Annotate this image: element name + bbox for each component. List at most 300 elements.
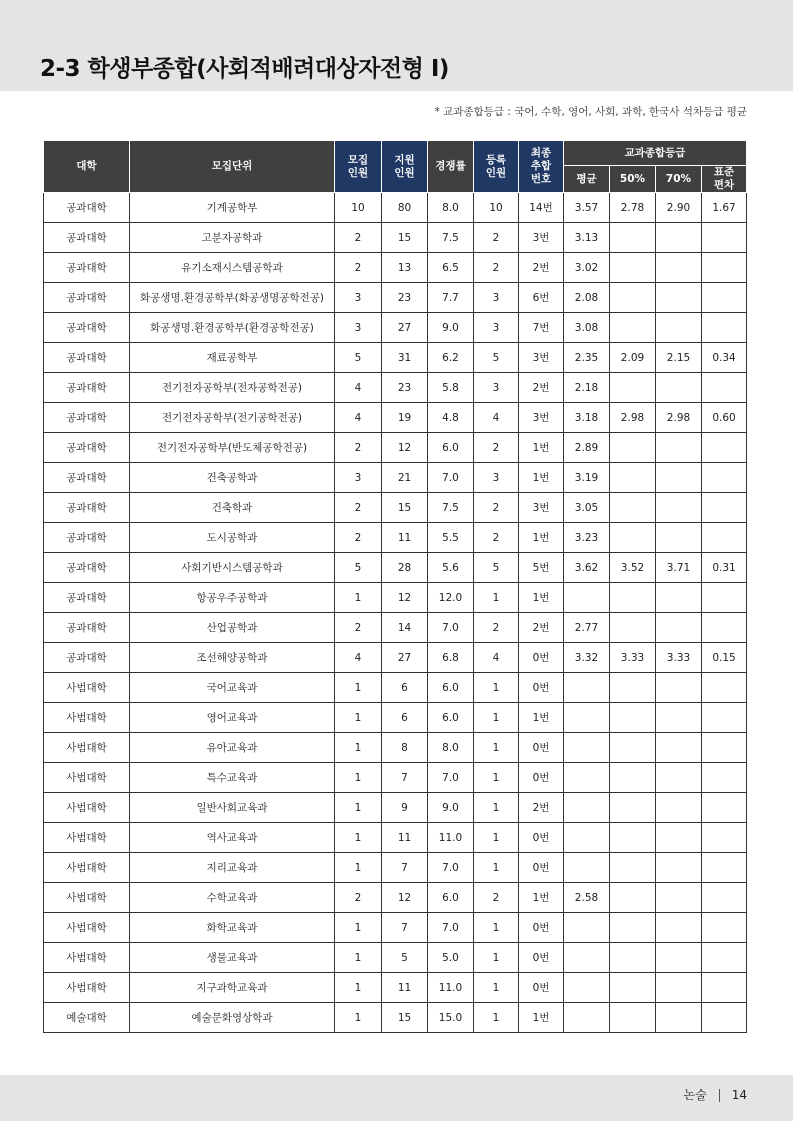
- cell-final-call: 0번: [519, 733, 564, 763]
- cell-quota: 1: [335, 1003, 382, 1033]
- cell-quota: 5: [335, 343, 382, 373]
- cell-quota: 3: [335, 313, 382, 343]
- cell-p70: [656, 313, 702, 343]
- cell-applicants: 15: [382, 493, 428, 523]
- cell-registered: 2: [474, 523, 519, 553]
- cell-std: [702, 973, 747, 1003]
- cell-final-call: 0번: [519, 823, 564, 853]
- cell-registered: 2: [474, 493, 519, 523]
- cell-ratio: 5.5: [428, 523, 474, 553]
- cell-p70: [656, 613, 702, 643]
- cell-quota: 4: [335, 403, 382, 433]
- cell-college: 공과대학: [44, 643, 130, 673]
- table-row: [44, 493, 747, 523]
- cell-applicants: 11: [382, 523, 428, 553]
- table-row: [44, 703, 747, 733]
- cell-p50: [610, 883, 656, 913]
- cell-p50: [610, 793, 656, 823]
- cell-std: [702, 1003, 747, 1033]
- cell-final-call: 1번: [519, 463, 564, 493]
- cell-p70: [656, 913, 702, 943]
- cell-applicants: 7: [382, 913, 428, 943]
- cell-ratio: 6.2: [428, 343, 474, 373]
- cell-p50: [610, 943, 656, 973]
- cell-unit: 건축학과: [130, 493, 335, 523]
- cell-applicants: 9: [382, 793, 428, 823]
- cell-p70: 2.98: [656, 403, 702, 433]
- cell-std: [702, 853, 747, 883]
- cell-unit: 전기전자공학부(전자공학전공): [130, 373, 335, 403]
- cell-p50: [610, 313, 656, 343]
- cell-p70: [656, 433, 702, 463]
- cell-college: 공과대학: [44, 283, 130, 313]
- table-row: [44, 253, 747, 283]
- cell-p70: [656, 373, 702, 403]
- cell-applicants: 80: [382, 193, 428, 223]
- cell-std: [702, 763, 747, 793]
- cell-applicants: 19: [382, 403, 428, 433]
- cell-college: 사범대학: [44, 943, 130, 973]
- cell-applicants: 13: [382, 253, 428, 283]
- cell-avg: [564, 583, 610, 613]
- cell-std: [702, 253, 747, 283]
- cell-ratio: 5.8: [428, 373, 474, 403]
- cell-avg: 3.05: [564, 493, 610, 523]
- cell-avg: [564, 913, 610, 943]
- cell-quota: 2: [335, 523, 382, 553]
- footer-divider: [719, 1089, 720, 1102]
- cell-applicants: 23: [382, 283, 428, 313]
- cell-unit: 재료공학부: [130, 343, 335, 373]
- cell-applicants: 5: [382, 943, 428, 973]
- cell-college: 사범대학: [44, 793, 130, 823]
- cell-applicants: 6: [382, 703, 428, 733]
- cell-ratio: 11.0: [428, 823, 474, 853]
- table-row: [44, 523, 747, 553]
- footnote: * 교과종합등급 : 국어, 수학, 영어, 사회, 과학, 한국사 석차등급 평균: [434, 106, 747, 118]
- cell-avg: [564, 1003, 610, 1033]
- cell-final-call: 1번: [519, 433, 564, 463]
- cell-registered: 1: [474, 583, 519, 613]
- cell-p70: [656, 253, 702, 283]
- cell-ratio: 8.0: [428, 733, 474, 763]
- cell-ratio: 15.0: [428, 1003, 474, 1033]
- cell-quota: 2: [335, 613, 382, 643]
- cell-p70: [656, 793, 702, 823]
- cell-registered: 3: [474, 373, 519, 403]
- cell-final-call: 2번: [519, 613, 564, 643]
- table-row: [44, 853, 747, 883]
- cell-std: [702, 913, 747, 943]
- cell-applicants: 12: [382, 583, 428, 613]
- table-row: [44, 733, 747, 763]
- cell-unit: 국어교육과: [130, 673, 335, 703]
- cell-registered: 1: [474, 973, 519, 1003]
- cell-avg: [564, 733, 610, 763]
- cell-p50: [610, 373, 656, 403]
- cell-college: 공과대학: [44, 463, 130, 493]
- table-row: [44, 463, 747, 493]
- cell-p70: [656, 673, 702, 703]
- cell-unit: 산업공학과: [130, 613, 335, 643]
- cell-registered: 1: [474, 733, 519, 763]
- cell-quota: 4: [335, 643, 382, 673]
- cell-college: 공과대학: [44, 373, 130, 403]
- cell-quota: 1: [335, 763, 382, 793]
- cell-avg: [564, 703, 610, 733]
- cell-final-call: 0번: [519, 913, 564, 943]
- cell-quota: 2: [335, 253, 382, 283]
- header-p70: 70%: [656, 166, 702, 193]
- cell-p70: [656, 463, 702, 493]
- cell-p50: [610, 523, 656, 553]
- cell-final-call: 0번: [519, 943, 564, 973]
- footer: [684, 1086, 747, 1103]
- header-registered: 등록 인원: [474, 141, 519, 193]
- cell-ratio: 7.5: [428, 493, 474, 523]
- cell-avg: [564, 793, 610, 823]
- cell-college: 공과대학: [44, 223, 130, 253]
- cell-registered: 3: [474, 283, 519, 313]
- cell-ratio: 6.0: [428, 883, 474, 913]
- cell-avg: [564, 673, 610, 703]
- cell-unit: 유기소재시스템공학과: [130, 253, 335, 283]
- cell-std: [702, 733, 747, 763]
- cell-final-call: 3번: [519, 403, 564, 433]
- cell-std: [702, 793, 747, 823]
- cell-avg: 2.35: [564, 343, 610, 373]
- cell-unit: 예술문화영상학과: [130, 1003, 335, 1033]
- cell-quota: 1: [335, 943, 382, 973]
- cell-p50: [610, 703, 656, 733]
- cell-college: 공과대학: [44, 493, 130, 523]
- cell-applicants: 7: [382, 763, 428, 793]
- cell-registered: 1: [474, 913, 519, 943]
- cell-registered: 4: [474, 643, 519, 673]
- cell-applicants: 12: [382, 433, 428, 463]
- cell-college: 공과대학: [44, 553, 130, 583]
- cell-quota: 2: [335, 883, 382, 913]
- cell-final-call: 0번: [519, 643, 564, 673]
- cell-final-call: 0번: [519, 673, 564, 703]
- cell-quota: 1: [335, 973, 382, 1003]
- cell-ratio: 5.0: [428, 943, 474, 973]
- cell-avg: 2.18: [564, 373, 610, 403]
- cell-registered: 1: [474, 943, 519, 973]
- cell-ratio: 6.5: [428, 253, 474, 283]
- cell-college: 공과대학: [44, 313, 130, 343]
- cell-avg: 2.58: [564, 883, 610, 913]
- cell-p50: 3.52: [610, 553, 656, 583]
- cell-avg: 3.19: [564, 463, 610, 493]
- cell-quota: 1: [335, 823, 382, 853]
- cell-std: [702, 493, 747, 523]
- cell-avg: 2.08: [564, 283, 610, 313]
- table-row: [44, 373, 747, 403]
- cell-std: [702, 943, 747, 973]
- cell-final-call: 2번: [519, 373, 564, 403]
- table-row: [44, 583, 747, 613]
- cell-applicants: 15: [382, 223, 428, 253]
- header-p50: 50%: [610, 166, 656, 193]
- cell-registered: 1: [474, 1003, 519, 1033]
- table-row: [44, 913, 747, 943]
- cell-applicants: 23: [382, 373, 428, 403]
- cell-final-call: 14번: [519, 193, 564, 223]
- table-row: [44, 823, 747, 853]
- cell-quota: 1: [335, 583, 382, 613]
- table-row: [44, 673, 747, 703]
- cell-avg: 3.08: [564, 313, 610, 343]
- cell-final-call: 1번: [519, 523, 564, 553]
- cell-p50: [610, 913, 656, 943]
- table-row: [44, 643, 747, 673]
- cell-std: [702, 223, 747, 253]
- cell-p50: [610, 763, 656, 793]
- cell-college: 사범대학: [44, 703, 130, 733]
- cell-p70: [656, 943, 702, 973]
- table-row: [44, 193, 747, 223]
- page-number: 14: [731, 1088, 747, 1102]
- cell-std: [702, 463, 747, 493]
- table-row: [44, 793, 747, 823]
- cell-std: [702, 613, 747, 643]
- cell-registered: 1: [474, 793, 519, 823]
- cell-avg: [564, 853, 610, 883]
- cell-avg: [564, 763, 610, 793]
- cell-quota: 1: [335, 703, 382, 733]
- cell-ratio: 7.0: [428, 463, 474, 493]
- cell-p50: [610, 973, 656, 1003]
- cell-p50: [610, 283, 656, 313]
- cell-final-call: 0번: [519, 853, 564, 883]
- table-row: [44, 433, 747, 463]
- cell-registered: 2: [474, 883, 519, 913]
- cell-std: [702, 373, 747, 403]
- cell-applicants: 31: [382, 343, 428, 373]
- table-row: [44, 403, 747, 433]
- cell-ratio: 6.8: [428, 643, 474, 673]
- cell-avg: 3.57: [564, 193, 610, 223]
- table-body: [44, 193, 747, 1033]
- cell-applicants: 27: [382, 643, 428, 673]
- cell-college: 공과대학: [44, 523, 130, 553]
- table-row: [44, 343, 747, 373]
- cell-final-call: 0번: [519, 763, 564, 793]
- cell-quota: 10: [335, 193, 382, 223]
- cell-unit: 건축공학과: [130, 463, 335, 493]
- cell-std: [702, 823, 747, 853]
- cell-p70: [656, 733, 702, 763]
- table-row: [44, 313, 747, 343]
- header-college: 대학: [44, 141, 130, 193]
- page-title: 2-3 학생부종합(사회적배려대상자전형 Ⅰ): [40, 56, 449, 82]
- cell-final-call: 1번: [519, 1003, 564, 1033]
- cell-college: 공과대학: [44, 583, 130, 613]
- table-row: [44, 283, 747, 313]
- cell-p70: 3.33: [656, 643, 702, 673]
- table-row: [44, 1003, 747, 1033]
- cell-college: 공과대학: [44, 613, 130, 643]
- cell-ratio: 9.0: [428, 793, 474, 823]
- cell-unit: 전기전자공학부(반도체공학전공): [130, 433, 335, 463]
- cell-std: [702, 313, 747, 343]
- cell-registered: 2: [474, 223, 519, 253]
- cell-quota: 1: [335, 733, 382, 763]
- cell-std: 0.15: [702, 643, 747, 673]
- cell-std: [702, 283, 747, 313]
- cell-quota: 1: [335, 913, 382, 943]
- cell-p70: [656, 583, 702, 613]
- cell-college: 사범대학: [44, 763, 130, 793]
- cell-unit: 지리교육과: [130, 853, 335, 883]
- cell-avg: [564, 973, 610, 1003]
- cell-ratio: 7.0: [428, 913, 474, 943]
- cell-ratio: 7.7: [428, 283, 474, 313]
- cell-ratio: 11.0: [428, 973, 474, 1003]
- cell-p50: [610, 1003, 656, 1033]
- cell-ratio: 7.0: [428, 613, 474, 643]
- cell-final-call: 3번: [519, 223, 564, 253]
- cell-avg: 3.13: [564, 223, 610, 253]
- cell-quota: 1: [335, 793, 382, 823]
- cell-p70: 3.71: [656, 553, 702, 583]
- cell-p50: [610, 463, 656, 493]
- cell-p70: 2.15: [656, 343, 702, 373]
- cell-p50: [610, 433, 656, 463]
- cell-unit: 조선해양공학과: [130, 643, 335, 673]
- cell-registered: 5: [474, 553, 519, 583]
- cell-registered: 1: [474, 763, 519, 793]
- cell-final-call: 3번: [519, 493, 564, 523]
- cell-std: [702, 673, 747, 703]
- cell-unit: 특수교육과: [130, 763, 335, 793]
- cell-ratio: 7.0: [428, 853, 474, 883]
- cell-avg: 3.18: [564, 403, 610, 433]
- cell-ratio: 8.0: [428, 193, 474, 223]
- cell-unit: 수학교육과: [130, 883, 335, 913]
- cell-std: [702, 703, 747, 733]
- cell-quota: 1: [335, 853, 382, 883]
- cell-unit: 화학교육과: [130, 913, 335, 943]
- cell-p50: 2.78: [610, 193, 656, 223]
- cell-avg: 2.77: [564, 613, 610, 643]
- header-std: 표준 편차: [702, 166, 747, 193]
- cell-final-call: 7번: [519, 313, 564, 343]
- cell-college: 공과대학: [44, 193, 130, 223]
- cell-final-call: 1번: [519, 583, 564, 613]
- cell-unit: 사회기반시스템공학과: [130, 553, 335, 583]
- header-avg: 평균: [564, 166, 610, 193]
- cell-avg: 3.62: [564, 553, 610, 583]
- cell-p50: [610, 223, 656, 253]
- table-row: [44, 943, 747, 973]
- cell-registered: 5: [474, 343, 519, 373]
- cell-unit: 항공우주공학과: [130, 583, 335, 613]
- cell-unit: 기계공학부: [130, 193, 335, 223]
- cell-college: 공과대학: [44, 253, 130, 283]
- cell-registered: 1: [474, 853, 519, 883]
- cell-p50: 2.09: [610, 343, 656, 373]
- cell-quota: 3: [335, 463, 382, 493]
- cell-ratio: 12.0: [428, 583, 474, 613]
- table-row: [44, 553, 747, 583]
- header-unit: 모집단위: [130, 141, 335, 193]
- cell-ratio: 7.0: [428, 763, 474, 793]
- cell-applicants: 8: [382, 733, 428, 763]
- cell-p70: [656, 763, 702, 793]
- cell-applicants: 11: [382, 823, 428, 853]
- cell-applicants: 27: [382, 313, 428, 343]
- cell-applicants: 15: [382, 1003, 428, 1033]
- table-row: [44, 973, 747, 1003]
- cell-registered: 1: [474, 673, 519, 703]
- cell-avg: 3.32: [564, 643, 610, 673]
- cell-final-call: 2번: [519, 253, 564, 283]
- header-quota: 모집 인원: [335, 141, 382, 193]
- cell-unit: 전기전자공학부(전기공학전공): [130, 403, 335, 433]
- cell-unit: 화공생명.환경공학부(화공생명공학전공): [130, 283, 335, 313]
- cell-p70: [656, 283, 702, 313]
- cell-std: 0.34: [702, 343, 747, 373]
- cell-final-call: 5번: [519, 553, 564, 583]
- cell-unit: 지구과학교육과: [130, 973, 335, 1003]
- footer-section: 논술: [683, 1088, 707, 1102]
- cell-p50: 2.98: [610, 403, 656, 433]
- cell-final-call: 0번: [519, 973, 564, 1003]
- header-grade-group: 교과종합등급: [564, 141, 747, 166]
- cell-unit: 유아교육과: [130, 733, 335, 763]
- cell-college: 공과대학: [44, 343, 130, 373]
- cell-unit: 고분자공학과: [130, 223, 335, 253]
- cell-avg: [564, 943, 610, 973]
- cell-unit: 화공생명.환경공학부(환경공학전공): [130, 313, 335, 343]
- cell-ratio: 6.0: [428, 703, 474, 733]
- cell-p70: [656, 223, 702, 253]
- cell-p50: [610, 493, 656, 523]
- cell-final-call: 6번: [519, 283, 564, 313]
- table-row: [44, 223, 747, 253]
- cell-p50: [610, 253, 656, 283]
- admission-results-table: [43, 140, 747, 1033]
- cell-ratio: 9.0: [428, 313, 474, 343]
- cell-college: 예술대학: [44, 1003, 130, 1033]
- cell-avg: 3.02: [564, 253, 610, 283]
- cell-std: [702, 883, 747, 913]
- cell-unit: 일반사회교육과: [130, 793, 335, 823]
- cell-applicants: 7: [382, 853, 428, 883]
- cell-avg: 3.23: [564, 523, 610, 553]
- cell-p70: [656, 883, 702, 913]
- cell-final-call: 3번: [519, 343, 564, 373]
- cell-p50: [610, 673, 656, 703]
- cell-std: 0.31: [702, 553, 747, 583]
- cell-p70: [656, 823, 702, 853]
- cell-ratio: 6.0: [428, 433, 474, 463]
- cell-final-call: 1번: [519, 883, 564, 913]
- cell-final-call: 1번: [519, 703, 564, 733]
- cell-p50: [610, 853, 656, 883]
- cell-unit: 생물교육과: [130, 943, 335, 973]
- cell-std: 1.67: [702, 193, 747, 223]
- cell-quota: 4: [335, 373, 382, 403]
- cell-p70: [656, 1003, 702, 1033]
- header-applicants: 지원 인원: [382, 141, 428, 193]
- cell-quota: 1: [335, 673, 382, 703]
- cell-college: 사범대학: [44, 913, 130, 943]
- cell-quota: 2: [335, 493, 382, 523]
- cell-applicants: 21: [382, 463, 428, 493]
